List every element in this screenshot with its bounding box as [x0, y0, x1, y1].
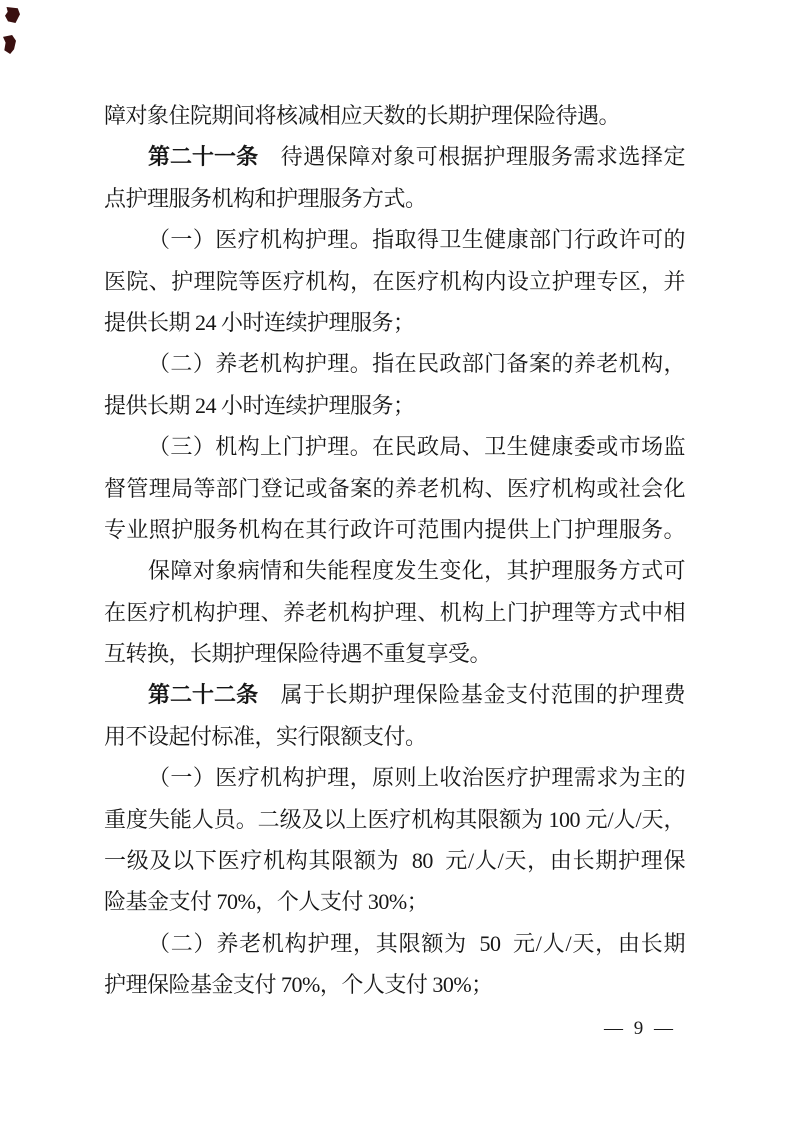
text-run: （一）医疗机构护理，原则上收治医疗护理需求为主的: [148, 765, 685, 791]
text-run: 待遇保障对象可根据护理服务需求选择定: [258, 144, 685, 170]
text-run: 互转换，长期护理保险待遇不重复享受。: [104, 641, 492, 667]
text-line: [104, 923, 685, 964]
scan-ink-mark-top: [5, 7, 20, 23]
text-line: [104, 343, 685, 384]
text-line: [104, 881, 685, 922]
text-line: [104, 95, 685, 136]
text-line: [104, 509, 685, 550]
text-run: 提供长期 24 小时连续护理服务；: [104, 309, 415, 335]
scan-ink-mark-bottom: [3, 35, 16, 54]
text-line: [104, 799, 685, 840]
text-line: [104, 302, 685, 343]
text-run: 提供长期 24 小时连续护理服务；: [104, 392, 415, 418]
text-run: （一）医疗机构护理。指取得卫生健康部门行政许可的: [148, 227, 685, 253]
text-line: [104, 757, 685, 798]
text-line: [104, 674, 685, 715]
text-line: [104, 633, 685, 674]
text-line: [104, 964, 685, 1005]
text-line: [104, 716, 685, 757]
text-run: 重度失能人员。二级及以上医疗机构其限额为 100 元/人/天，: [104, 806, 685, 832]
text-run: （三）机构上门护理。在民政局、卫生健康委或市场监: [148, 434, 685, 460]
text-line: [104, 136, 685, 177]
document-body: [104, 95, 685, 1006]
text-run: （二）养老机构护理，其限额为 50 元/人/天，由长期: [148, 930, 685, 956]
text-run: 用不设起付标准，实行限额支付。: [104, 723, 427, 749]
text-line: [104, 219, 685, 260]
text-line: [104, 840, 685, 881]
text-run: 点护理服务机构和护理服务方式。: [104, 185, 427, 211]
text-line: [104, 592, 685, 633]
text-line: [104, 426, 685, 467]
text-line: [104, 468, 685, 509]
text-run: 属于长期护理保险基金支付范围的护理费: [258, 682, 685, 708]
text-run: 一级及以下医疗机构其限额为 80 元/人/天，由长期护理保: [104, 848, 685, 874]
text-run: 障对象住院期间将核减相应天数的长期护理保险待遇。: [104, 103, 621, 128]
text-run: （二）养老机构护理。指在民政部门备案的养老机构，: [148, 351, 685, 377]
text-line: [104, 178, 685, 219]
text-line: [104, 261, 685, 302]
text-run: 护理保险基金支付 70%，个人支付 30%；: [104, 972, 493, 998]
text-run: 专业照护服务机构在其行政许可范围内提供上门护理服务。: [104, 516, 685, 542]
text-run: 督管理局等部门登记或备案的养老机构、医疗机构或社会化: [104, 475, 685, 501]
text-run: 保障对象病情和失能程度发生变化，其护理服务方式可: [148, 558, 685, 584]
page-number: — 9 —: [604, 1018, 676, 1039]
article-number: 第二十二条: [148, 682, 259, 708]
text-run: 在医疗机构护理、养老机构护理、机构上门护理等方式中相: [104, 599, 685, 625]
text-line: [104, 385, 685, 426]
text-run: 医院、护理院等医疗机构，在医疗机构内设立护理专区，并: [104, 268, 685, 294]
text-run: 险基金支付 70%，个人支付 30%；: [104, 889, 429, 915]
text-line: [104, 550, 685, 591]
article-number: 第二十一条: [148, 144, 259, 170]
